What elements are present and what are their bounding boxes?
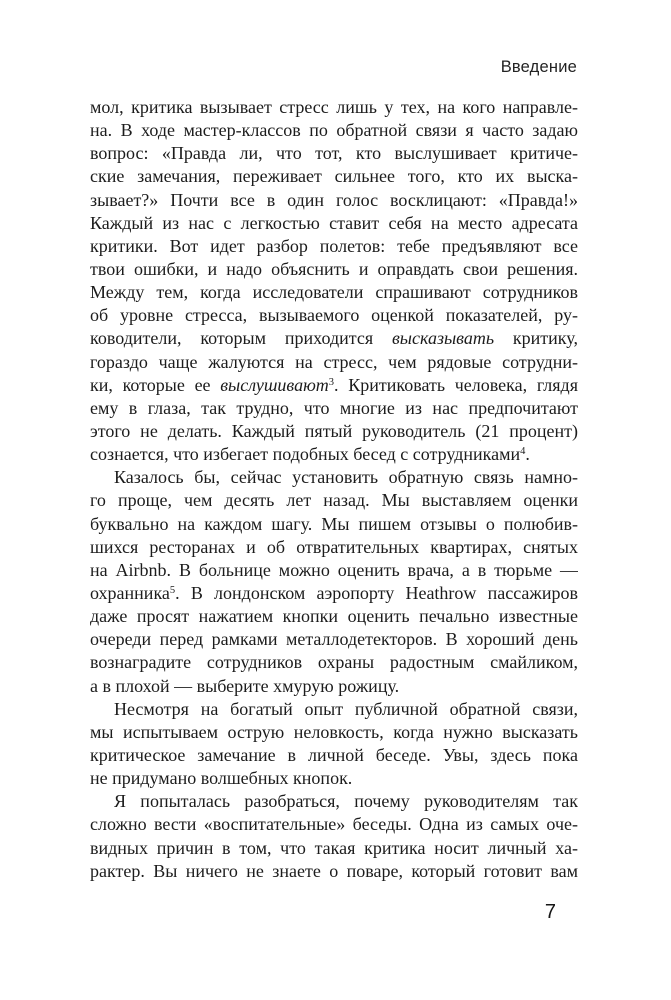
text-line: на. В ходе мастер-классов по обратной связи я часто задаю bbox=[90, 120, 578, 141]
running-head: Введение bbox=[500, 58, 577, 76]
text-line: Между тем, когда исследователи спрашивают сотрудников bbox=[90, 282, 578, 303]
text-line: а в плохой — выберите хмурую рожицу. bbox=[90, 675, 400, 696]
emphasis-text: выслушивают bbox=[220, 374, 329, 395]
text-line: рактер. Вы ничего не знаете о поваре, который готовит вам bbox=[90, 860, 578, 881]
text-line: ки, которые ее выслушивают$^3$. Критиковать человека, глядя bbox=[90, 374, 578, 395]
text-line: ские замечания, переживает сильнее того, кто их выска- bbox=[90, 166, 578, 187]
text-line: мы испытываем острую неловкость, когда нужно высказать bbox=[90, 721, 578, 742]
text-line: ему в глаза, так трудно, что многие из нас предпочитают bbox=[90, 397, 578, 418]
footnote-ref: 4 bbox=[520, 446, 526, 458]
text-line: буквально на каждом шагу. Мы пишем отзывы о полюбив- bbox=[90, 513, 578, 534]
text-line: сознается, что избегает подобных бесед с сотрудниками$^4$. bbox=[90, 444, 530, 465]
text-line: критическое замечание в личной беседе. Увы, здесь пока bbox=[90, 744, 578, 765]
text-line: критики. Вот идет разбор полетов: тебе предъявляют все bbox=[90, 235, 578, 256]
text-line: ководители, которым приходится высказывать критику, bbox=[90, 328, 578, 349]
text-line: даже просят нажатием кнопки оценить печально известные bbox=[90, 606, 578, 627]
text-line: гораздо чаще жалуются на стресс, чем рядовые сотрудни- bbox=[90, 351, 578, 372]
text-line: Каждый из нас с легкостью ставит себя на место адресата bbox=[90, 212, 578, 233]
body-text bbox=[90, 96, 578, 883]
text-line: Казалось бы, сейчас установить обратную связь намно- bbox=[114, 467, 578, 488]
text-line: видных причин в том, что такая критика носит личный ха- bbox=[90, 837, 578, 858]
text-line: вопрос: «Правда ли, что тот, кто выслушивает критиче- bbox=[90, 143, 578, 164]
text-line: мол, критика вызывает стресс лишь у тех, на кого направле- bbox=[90, 97, 578, 117]
text-line: шихся ресторанах и об отвратительных квартирах, снятых bbox=[90, 536, 578, 557]
text-line: Я попыталась разобраться, почему руководителям так bbox=[114, 791, 578, 812]
text-line: Несмотря на богатый опыт публичной обратной связи, bbox=[114, 698, 578, 719]
page-number: 7 bbox=[544, 901, 556, 923]
emphasis-text: высказывать bbox=[391, 328, 495, 349]
text-line: этого не делать. Каждый пятый руководитель (21 процент) bbox=[90, 420, 578, 441]
text-line: об уровне стресса, вызываемого оценкой показателей, ру- bbox=[90, 305, 578, 326]
footnote-ref: 5 bbox=[169, 584, 176, 596]
text-line: вознаградите сотрудников охраны радостным смайликом, bbox=[90, 652, 578, 673]
text-line: зывает?» Почти все в один голос восклицают: «Правда!» bbox=[90, 189, 578, 210]
text-line: го проще, чем десять лет назад. Мы выставляем оценки bbox=[90, 490, 578, 511]
footnote-ref: 3 bbox=[328, 376, 335, 388]
text-line: на Airbnb. В больнице можно оценить врача, а в тюрьме — bbox=[90, 559, 578, 580]
text-line: не придумано волшебных кнопок. bbox=[90, 768, 353, 789]
text-line: очереди перед рамками металлодетекторов. В хороший день bbox=[90, 629, 578, 650]
text-line: сложно вести «воспитательные» беседы. Одна из самых оче- bbox=[90, 814, 578, 835]
text-line: твои ошибки, и надо объяснить и оправдать свои решения. bbox=[90, 258, 578, 279]
text-line: охранника$^5$. В лондонском аэропорту Heathrow пассажиров bbox=[90, 582, 578, 603]
